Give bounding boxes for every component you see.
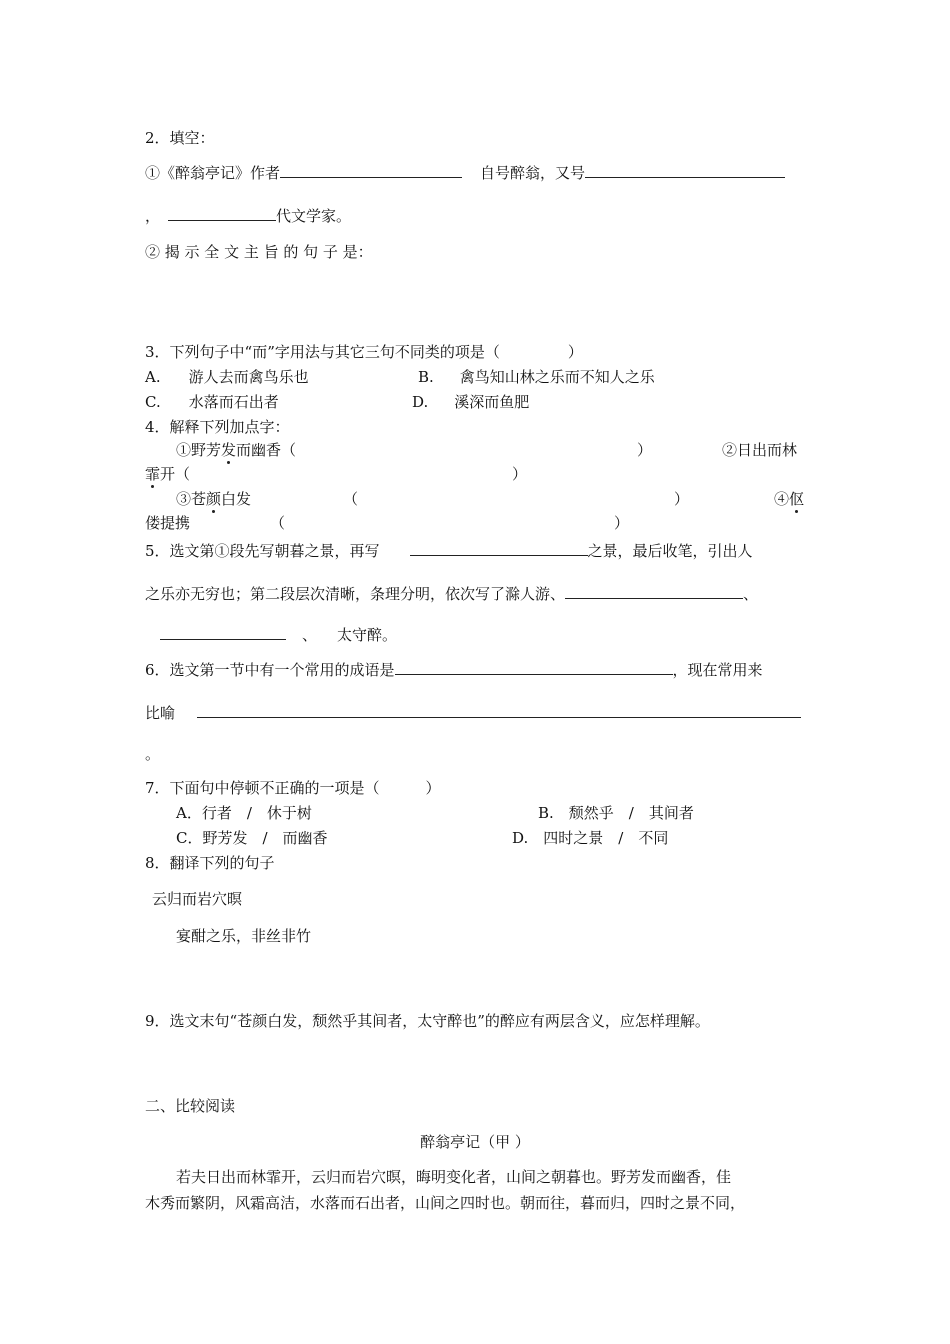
q2-item1 xyxy=(145,163,785,183)
option-label: C. xyxy=(145,393,161,411)
option-text: 游人去而禽鸟乐也 xyxy=(188,368,309,386)
q5-line1 xyxy=(145,541,753,561)
q4-item4-num: ④ xyxy=(774,490,790,508)
q4-item4-close: ） xyxy=(614,514,630,532)
q4-item2 xyxy=(145,464,190,484)
q3-option-c[interactable] xyxy=(145,392,279,412)
option-text: 水落而石出者 xyxy=(188,393,279,411)
q2-heading: 2．填空： xyxy=(145,129,215,147)
q9-stem: 9．选文末句“苍颜白发，颓然乎其间者，太守醉也”的醉应有两层含义，应怎样理解。 xyxy=(145,1012,710,1030)
q4-item4: 偻提携 xyxy=(145,514,191,532)
q4-item1-post: 而幽香（ xyxy=(236,441,297,459)
q6-text-c: 比喻 xyxy=(145,704,176,722)
q5-text-d-end: 太守醉。 xyxy=(337,626,398,644)
q7-option-d[interactable]: D. 四时之景 / 不同 xyxy=(512,829,669,847)
q4-item3-pre: ③苍 xyxy=(176,490,207,508)
q6-line1 xyxy=(145,660,763,680)
q4-item1 xyxy=(176,440,296,460)
q2-author-blank[interactable] xyxy=(280,163,462,178)
q8-sentence-1: 云归而岩穴暝 xyxy=(152,890,243,908)
q5-blank-1[interactable] xyxy=(410,541,588,556)
q7-option-a[interactable]: A．行者 / 休于树 xyxy=(176,804,312,822)
q7-option-b[interactable]: B. 颓然乎 / 其间者 xyxy=(538,804,694,822)
option-label: D. xyxy=(412,393,429,411)
q5-text-b: 之景，最后收笔，引出人 xyxy=(587,542,753,560)
q5-blank-3[interactable] xyxy=(160,625,286,640)
q5-blank-2[interactable] xyxy=(565,584,743,599)
q5-text-c: 之乐亦无穷也；第二段层次清晰，条理分明，依次写了滁人游、 xyxy=(145,585,566,603)
q5-text-c-end: 、 xyxy=(743,585,759,603)
q2-item2: ② 揭 示 全 文 主 旨 的 句 子 是： xyxy=(145,243,373,261)
q3-stem xyxy=(145,342,583,362)
q2-alias-blank[interactable] xyxy=(585,163,785,178)
q8-stem: 8．翻译下列的句子 xyxy=(145,854,275,872)
q4-stem: 4．解释下列加点字： xyxy=(145,418,290,436)
option-label: A. xyxy=(145,368,161,386)
q5-line3 xyxy=(160,625,397,645)
q4-item4-dotted: 伛 xyxy=(789,490,805,508)
q3-stem-text: 3．下列句子中“而”字用法与其它三句不同类的项是（ xyxy=(145,343,500,361)
q4-item2-head: ②日出而林 xyxy=(722,441,798,459)
q2-item1-label-a: ①《醉翁亭记》作者 xyxy=(145,164,281,182)
q4-item2-post: 开（ xyxy=(160,465,191,483)
option-label: B. xyxy=(418,368,434,386)
q5-text-d-mid: 、 xyxy=(302,626,318,644)
q6-text-b: ，现在常用来 xyxy=(672,661,763,679)
option-text: 禽鸟知山林之乐而不知人之乐 xyxy=(459,368,655,386)
q5-text-a: 5．选文第①段先写朝暮之景，再写 xyxy=(145,542,380,560)
q4-item3-dotted: 颜 xyxy=(206,490,222,508)
q6-meaning-blank[interactable] xyxy=(197,703,801,718)
q3-option-a[interactable] xyxy=(145,367,309,387)
option-text: 溪深而鱼肥 xyxy=(454,393,530,411)
q4-item3 xyxy=(176,489,251,509)
q6-period: 。 xyxy=(145,745,161,763)
q4-item2-close: ） xyxy=(512,465,528,483)
part2-heading: 二、比较阅读 xyxy=(145,1097,236,1115)
q3-stem-close: ） xyxy=(567,343,583,361)
q2-item1-tail: 代文学家。 xyxy=(276,207,352,225)
q4-item3-open: （ xyxy=(343,490,359,508)
q4-item1-pre: ①野芳 xyxy=(176,441,222,459)
q2-item1-label-b: 自号醉翁，又号 xyxy=(480,164,586,182)
q8-sentence-2: 宴酣之乐，非丝非竹 xyxy=(176,927,312,945)
passage-line-1: 若夫日出而林霏开，云归而岩穴暝，晦明变化者，山间之朝暮也。野芳发而幽香，佳 xyxy=(176,1168,732,1186)
q6-line2 xyxy=(145,703,801,723)
passage-title: 醉翁亭记（甲 ） xyxy=(420,1133,530,1151)
q4-item2-dotted: 霏 xyxy=(145,465,161,483)
q7-stem xyxy=(145,778,441,798)
q3-option-d[interactable] xyxy=(412,392,529,412)
q4-item3-close: ） xyxy=(674,490,690,508)
q4-item1-dotted: 发 xyxy=(221,441,237,459)
q4-item1-close: ） xyxy=(637,441,653,459)
q6-idiom-blank[interactable] xyxy=(395,660,673,675)
q7-stem-text: 7．下面句中停顿不正确的一项是（ xyxy=(145,779,380,797)
passage-line-2: 木秀而繁阴，风霜高洁，水落而石出者，山间之四时也。朝而往，暮而归，四时之景不同， xyxy=(145,1194,746,1212)
q4-item4-head xyxy=(774,489,804,509)
q7-option-c[interactable]: C．野芳发 / 而幽香 xyxy=(176,829,328,847)
q4-item3-post: 白发 xyxy=(221,490,252,508)
q4-item4-open: （ xyxy=(270,514,286,532)
q3-option-b[interactable] xyxy=(418,367,655,387)
q5-line2 xyxy=(145,584,758,604)
q2-item1-comma: ， xyxy=(145,207,161,225)
q2-item1-cont xyxy=(145,206,351,226)
q7-stem-close: ） xyxy=(425,779,441,797)
q2-dynasty-blank[interactable] xyxy=(168,206,276,221)
q6-text-a: 6．选文第一节中有一个常用的成语是 xyxy=(145,661,395,679)
